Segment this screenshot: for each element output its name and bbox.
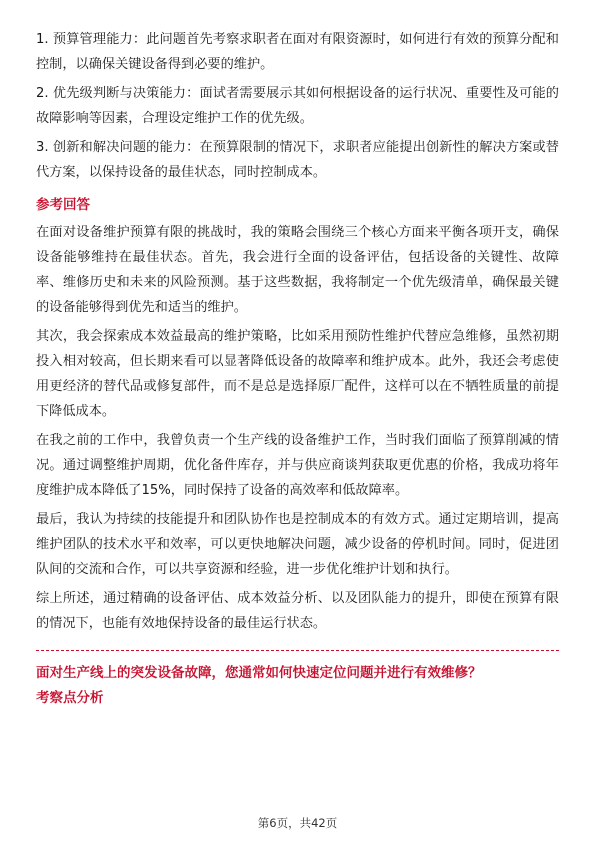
next-question: 面对生产线上的突发设备故障，您通常如何快速定位问题并进行有效维修？ bbox=[36, 665, 482, 681]
answer-paragraph-3: 在我之前的工作中，我曾负责一个生产线的设备维护工作，当时我们面临了预算削减的情况。通过调整维护周期，优化备件库存，并与供应商谈判获取更优惠的价格，我成功将年度维护成本降低了15%，同时保持了设备的高效率和低故障率。 bbox=[36, 433, 559, 498]
page-footer: 第6页，共42页 bbox=[257, 816, 338, 830]
reference-answer-heading: 参考回答 bbox=[36, 197, 90, 213]
next-analysis-heading: 考察点分析 bbox=[36, 690, 104, 706]
section-divider bbox=[36, 650, 559, 651]
document-page bbox=[36, 27, 559, 711]
answer-paragraph-2: 其次，我会探索成本效益最高的维护策略，比如采用预防性维护代替应急维修，虽然初期投入相对较高，但长期来看可以显著降低设备的故障率和维护成本。此外，我还会考虑使用更经济的替代品或修复部件，而不是总是选择原厂配件，这样可以在不牺牲质量的前提下降低成本。 bbox=[36, 329, 559, 419]
analysis-point-1: 1. 预算管理能力：此问题首先考察求职者在面对有限资源时，如何进行有效的预算分配和控制，以确保关键设备得到必要的维护。 bbox=[36, 32, 559, 72]
answer-paragraph-5: 综上所述，通过精确的设备评估、成本效益分析、以及团队能力的提升，即使在预算有限的情况下，也能有效地保持设备的最佳运行状态。 bbox=[36, 591, 559, 631]
answer-paragraph-4: 最后，我认为持续的技能提升和团队协作也是控制成本的有效方式。通过定期培训，提高维护团队的技术水平和效率，可以更快地解决问题，减少设备的停机时间。同时，促进团队间的交流和合作，可以共享资源和经验，进一步优化维护计划和执行。 bbox=[36, 512, 559, 577]
analysis-point-3: 3. 创新和解决问题的能力：在预算限制的情况下，求职者应能提出创新性的解决方案或替代方案，以保持设备的最佳状态，同时控制成本。 bbox=[36, 140, 559, 180]
analysis-point-2: 2. 优先级判断与决策能力：面试者需要展示其如何根据设备的运行状况、重要性及可能的故障影响等因素，合理设定维护工作的优先级。 bbox=[36, 86, 559, 126]
answer-paragraph-1: 在面对设备维护预算有限的挑战时，我的策略会围绕三个核心方面来平衡各项开支，确保设备能够维持在最佳状态。首先，我会进行全面的设备评估，包括设备的关键性、故障率、维修历史和未来的风险预测。基于这些数据，我将制定一个优先级清单，确保最关键的设备能够得到优先和适当的维护。 bbox=[36, 225, 559, 315]
